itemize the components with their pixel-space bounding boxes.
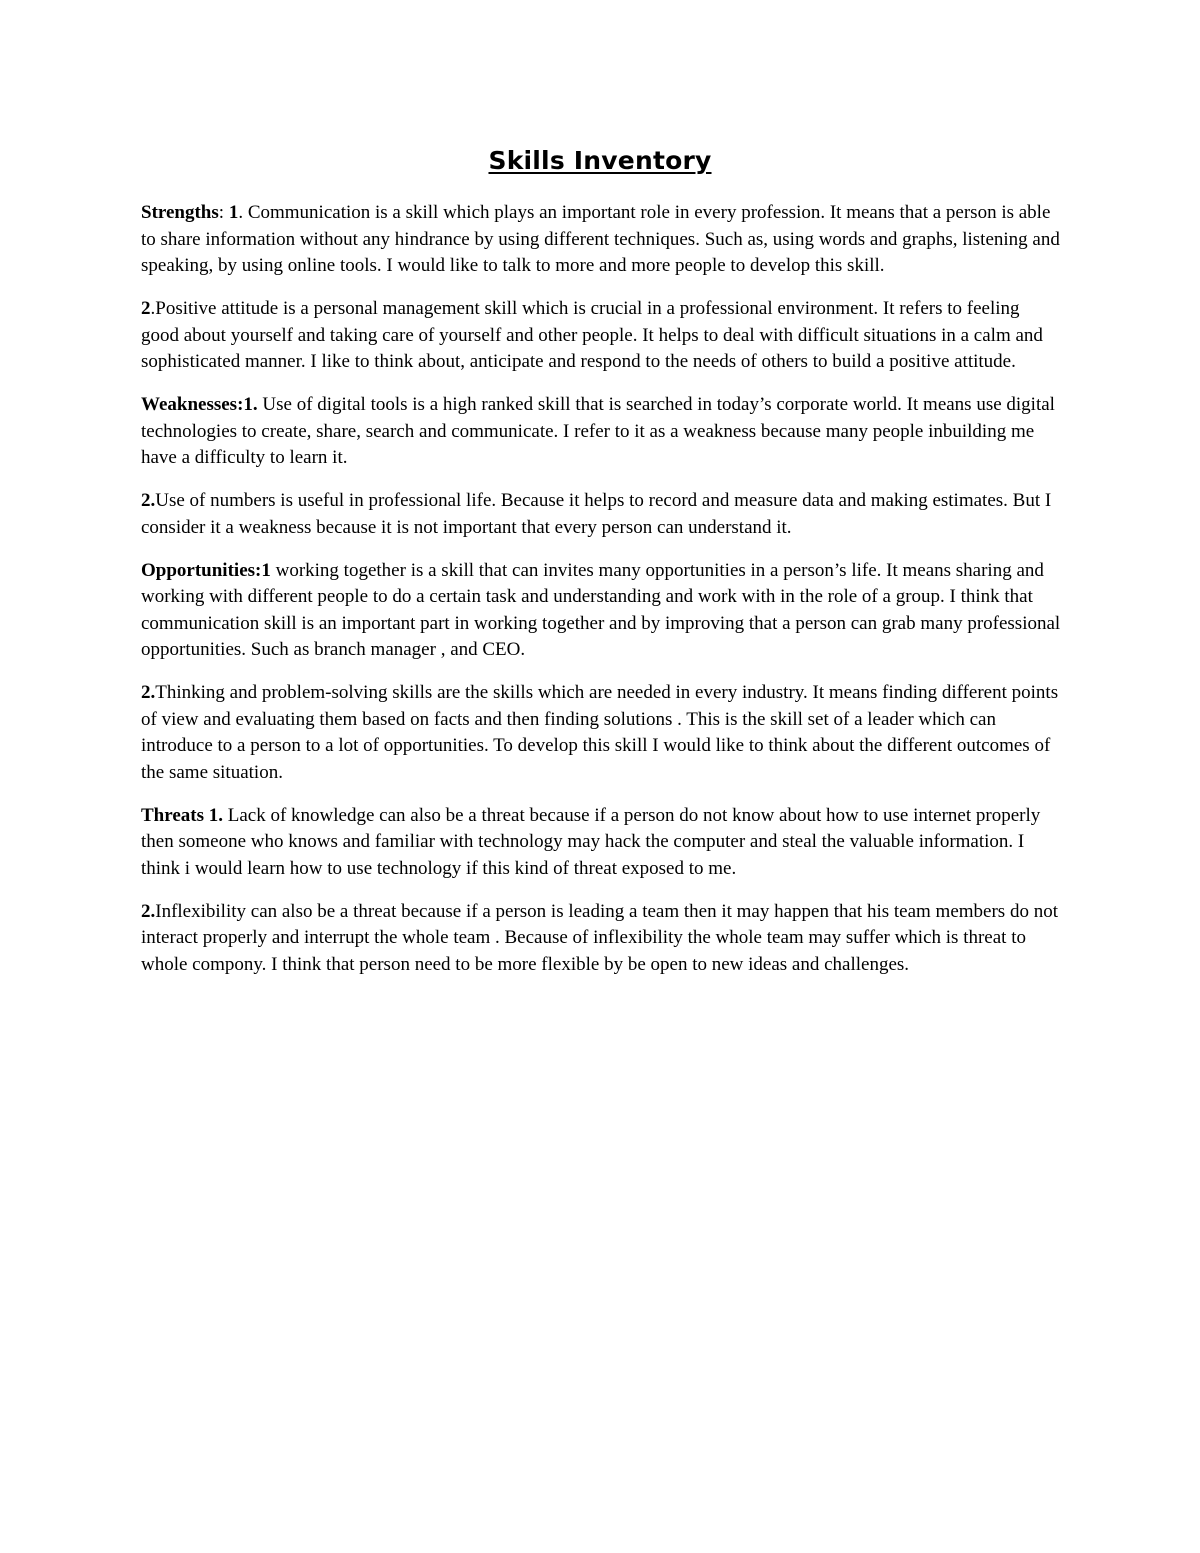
paragraph-threats-1 (141, 803, 1061, 883)
paragraph-strengths-1 (141, 200, 1061, 280)
paragraph-text: Lack of knowledge can also be a threat because if a person do not know about how to use internet properly then someone who knows and familiar with technology may hack the computer and steal the valuable information. I think i would learn how to use technology if this kind of threat exposed to me. (141, 804, 1041, 879)
section-label-opportunities: Opportunities: (141, 559, 262, 581)
item-number: 1. (208, 804, 223, 826)
paragraph-text: Use of digital tools is a high ranked skill that is searched in today’s corporate world. It means use digital technologies to create, share, search and communicate. I refer to it as a weakness because many people inbuilding me have a difficulty to learn it. (141, 394, 1055, 468)
section-label-strengths: Strengths (141, 202, 219, 223)
paragraph-weaknesses-1 (141, 392, 1061, 472)
paragraph-text: Inflexibility can also be a threat because if a person is leading a team then it may happen that his team members do not interact properly and interrupt the whole team . Because of inflexibility the whole team may suffer which is threat to whole compony. I think that person need to be more flexible by be open to new ideas and challenges. (141, 900, 1058, 975)
document-body (141, 200, 1061, 995)
paragraph-text: Thinking and problem-solving skills are the skills which are needed in every industry. It means finding different points of view and evaluating them based on facts and then finding solutions . This is the skill set of a leader which can introduce to a person to a lot of opportunities. To develop this skill I would like to think about the different outcomes of the same situation. (141, 682, 1059, 783)
section-label-threats: Threats (141, 804, 204, 826)
paragraph-weaknesses-2 (141, 488, 1061, 541)
paragraph-text: . Communication is a skill which plays an important role in every profession. It means that a person is able to share information without any hindrance by using different techniques. Such as, using words and graphs, listening and speaking, by using online tools. I would like to talk to more and more people to develop this skill. (141, 202, 1060, 276)
item-number: 2 (141, 298, 151, 319)
paragraph-text: working together is a skill that can invites many opportunities in a person’s life. It means sharing and working with different people to do a certain task and understanding and work with in the role of a group. I think that communication skill is an important part in working together and by improving that a person can grab many professional opportunities. Such as branch manager , and CEO. (141, 559, 1061, 660)
document-title: Skills Inventory (488, 146, 712, 175)
paragraph-strengths-2 (141, 296, 1061, 376)
paragraph-opportunities-1 (141, 558, 1061, 664)
paragraph-opportunities-2 (141, 680, 1061, 786)
section-label-weaknesses: Weaknesses: (141, 394, 244, 415)
paragraph-text: .Positive attitude is a personal management skill which is crucial in a professional environment. It refers to feeling good about yourself and taking care of yourself and other people. It helps to deal with difficult situations in a calm and sophisticated manner. I like to think about, anticipate and respond to the needs of others to build a positive attitude. (141, 298, 1043, 372)
item-number: 2. (141, 490, 156, 511)
label-suffix: : (218, 202, 229, 223)
paragraph-threats-2 (141, 899, 1061, 979)
item-number: 2. (141, 682, 156, 703)
paragraph-text: Use of numbers is useful in professional life. Because it helps to record and measure data and making estimates. But I consider it a weakness because it is not important that every person can understand it. (141, 490, 1052, 538)
item-number: 1 (228, 202, 239, 223)
item-number: 2. (141, 900, 156, 922)
item-number: 1. (243, 394, 258, 415)
item-number: 1 (261, 559, 271, 581)
